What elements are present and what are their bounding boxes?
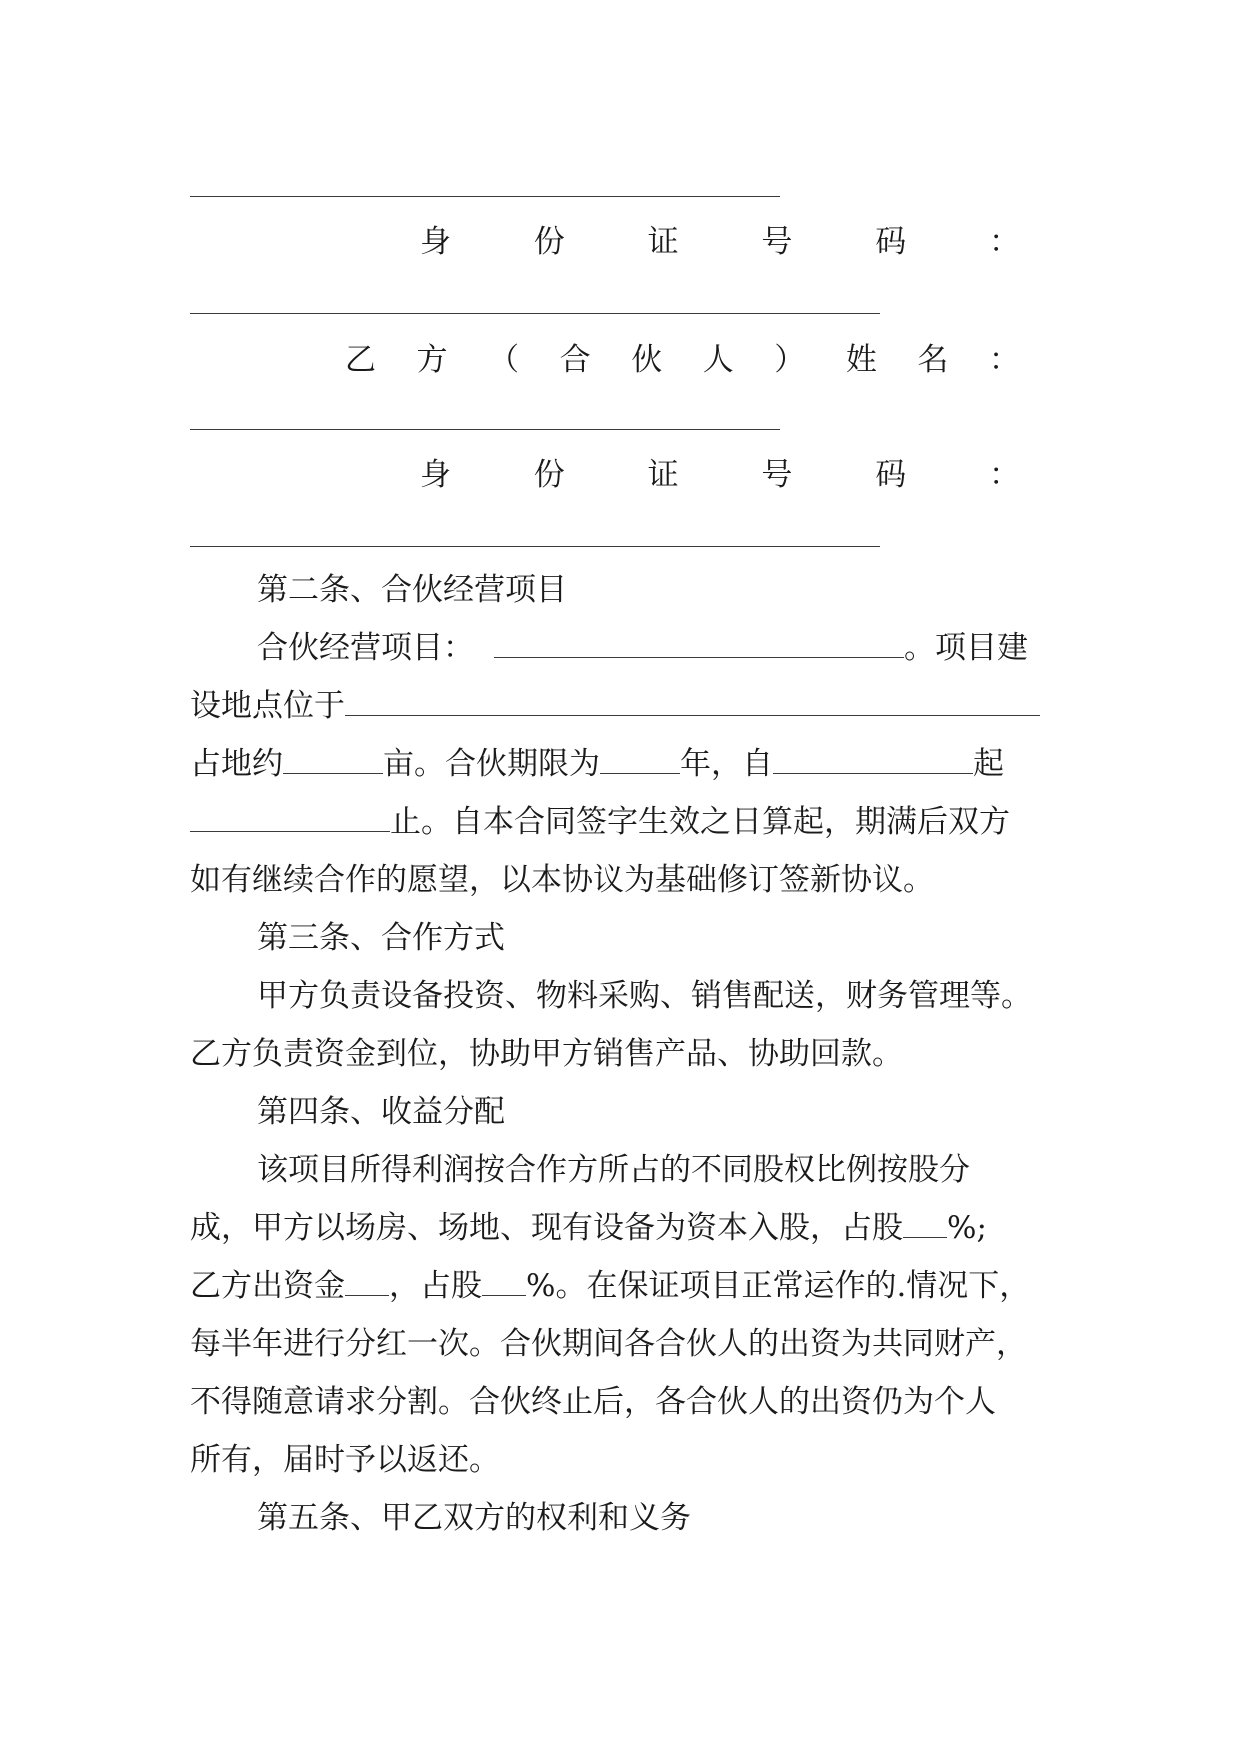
capital-blank — [345, 1267, 389, 1296]
char: 码 — [875, 224, 907, 260]
partner-b-name-label — [345, 340, 1020, 380]
section-4-line-4: 每半年进行分红一次。合伙期间各合伙人的出资为共同财产， — [190, 1326, 1027, 1362]
section-4-line-1: 该项目所得利润按合作方所占的不同股权比例按股分 — [257, 1152, 970, 1188]
char: ） — [774, 342, 806, 378]
char: 份 — [533, 224, 565, 260]
char: 身 — [420, 224, 451, 260]
text: 。项目建 — [904, 630, 1028, 666]
id-number-label-b — [420, 455, 1020, 495]
end-date-blank — [190, 803, 390, 832]
blank-line — [190, 546, 880, 547]
char: 号 — [761, 457, 793, 493]
char: ： — [988, 457, 1020, 493]
project-blank — [494, 629, 904, 658]
start-date-blank — [773, 745, 973, 774]
text: %。在保证项目正常运作的.情况下， — [526, 1268, 1031, 1304]
term-blank — [600, 745, 680, 774]
section-3-line-2: 乙方负责资金到位，协助甲方销售产品、协助回款。 — [190, 1036, 903, 1072]
char: 证 — [647, 224, 679, 260]
share-b-blank — [482, 1267, 526, 1296]
section-2-line-5: 如有继续合作的愿望，以本协议为基础修订签新协议。 — [190, 862, 934, 898]
char: 伙 — [631, 342, 663, 378]
char: 方 — [416, 342, 448, 378]
blank-line — [190, 196, 780, 197]
section-2-line-2 — [190, 686, 1046, 726]
id-number-label-a — [420, 222, 1020, 262]
section-2-line-1 — [257, 628, 1046, 668]
text: 亩。合伙期限为 — [383, 746, 600, 782]
text: 乙方出资金 — [190, 1268, 345, 1304]
char: 合 — [559, 342, 591, 378]
section-3-title: 第三条、合作方式 — [257, 920, 505, 956]
section-3-line-1: 甲方负责设备投资、物料采购、销售配送，财务管理等。 — [257, 978, 1032, 1014]
section-4-line-3 — [190, 1266, 1046, 1306]
text: ，占股 — [389, 1268, 482, 1304]
char: 号 — [761, 224, 793, 260]
blank-line — [190, 313, 880, 314]
char: 名 — [917, 342, 949, 378]
char: 码 — [875, 457, 907, 493]
char: （ — [488, 342, 520, 378]
section-2-line-4 — [190, 802, 1046, 842]
text: 起 — [973, 746, 1004, 782]
section-2-title: 第二条、合伙经营项目 — [257, 572, 567, 608]
share-a-blank — [903, 1209, 947, 1238]
area-blank — [283, 745, 383, 774]
char: 姓 — [845, 342, 877, 378]
char: ： — [988, 342, 1020, 378]
section-4-line-6: 所有，届时予以返还。 — [190, 1442, 500, 1478]
blank-line — [190, 429, 780, 430]
char: 乙 — [345, 342, 376, 378]
char: 证 — [647, 457, 679, 493]
char: 身 — [420, 457, 451, 493]
char: ： — [988, 224, 1020, 260]
section-4-line-5: 不得随意请求分割。合伙终止后，各合伙人的出资仍为个人 — [190, 1384, 996, 1420]
text: 合伙经营项目： — [257, 630, 474, 666]
section-2-line-3 — [190, 744, 1046, 784]
location-blank — [345, 687, 1040, 716]
section-5-title: 第五条、甲乙双方的权利和义务 — [257, 1500, 691, 1536]
text: 成，甲方以场房、场地、现有设备为资本入股，占股 — [190, 1210, 903, 1246]
section-4-line-2 — [190, 1208, 1046, 1248]
text: 占地约 — [190, 746, 283, 782]
text: 止。自本合同签字生效之日算起，期满后双方 — [390, 804, 1010, 840]
char: 人 — [702, 342, 734, 378]
text: 设地点位于 — [190, 688, 345, 724]
section-4-title: 第四条、收益分配 — [257, 1094, 505, 1130]
text: 年，自 — [680, 746, 773, 782]
text: %; — [947, 1210, 987, 1246]
char: 份 — [533, 457, 565, 493]
